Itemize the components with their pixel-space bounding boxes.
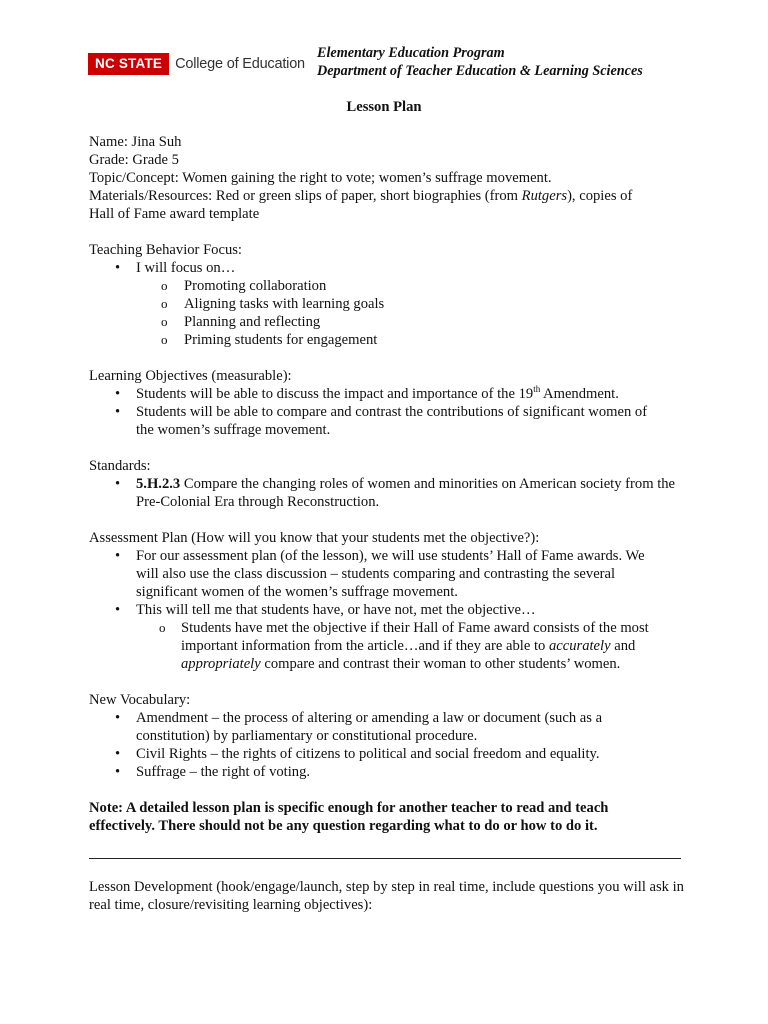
bullet-icon: • bbox=[115, 764, 121, 780]
lesson-development-heading: Lesson Development (hook/engage/launch, step by step in real time, include questions you will ask in real time, closure/revisiting learning objectives): bbox=[89, 879, 684, 913]
grade-line: Grade: Grade 5 bbox=[89, 152, 179, 168]
sub-bullet-icon: o bbox=[161, 314, 168, 329]
objective-text: Students will be able to compare and contrast the contributions of significant women of the women’s suffrage movement. bbox=[136, 404, 648, 438]
assessment-item bbox=[89, 547, 668, 601]
sub-bullet-icon: o bbox=[161, 278, 168, 293]
logo-college-text: College of Education bbox=[175, 56, 305, 72]
teaching-heading: Teaching Behavior Focus: bbox=[89, 242, 242, 258]
emphasis-accurately: accurately bbox=[548, 638, 611, 654]
topic-line: Topic/Concept: Women gaining the right to vote; women’s suffrage movement. bbox=[89, 170, 552, 186]
materials-text: Materials/Resources: Red or green slips of paper, short biographies (from bbox=[89, 188, 522, 204]
standard-code: 5.H.2.3 bbox=[136, 476, 181, 492]
teaching-item bbox=[89, 313, 689, 331]
teaching-item bbox=[89, 295, 689, 313]
assessment-subitem bbox=[89, 619, 673, 673]
vocabulary-text: Suffrage – the right of voting. bbox=[136, 764, 311, 780]
materials-line-2: Hall of Fame award template bbox=[89, 206, 260, 222]
materials-line bbox=[89, 187, 689, 205]
section-divider bbox=[89, 858, 681, 859]
program-name: Elementary Education Program bbox=[317, 45, 505, 61]
teaching-bullet-text: I will focus on… bbox=[136, 260, 236, 276]
standard-item bbox=[89, 475, 676, 511]
note-paragraph: Note: A detailed lesson plan is specific enough for another teacher to read and teach effectively. There should not be any question regarding what to do or how to do it. bbox=[89, 800, 609, 834]
assessment-item bbox=[89, 601, 689, 619]
sub-bullet-icon: o bbox=[161, 296, 168, 311]
bullet-icon: • bbox=[115, 746, 121, 762]
assessment-sub-text-mid: and bbox=[610, 638, 636, 654]
bullet-icon: • bbox=[115, 548, 121, 564]
teaching-item-text: Aligning tasks with learning goals bbox=[184, 296, 385, 312]
standard-text: Compare the changing roles of women and minorities on American society from the Pre-Colonial Era through Reconstruction. bbox=[136, 476, 676, 510]
assessment-text: For our assessment plan (of the lesson), we will use students’ Hall of Fame awards. We will also use the class discussion – students comparing and contrasting the several significant women of the women’s suffrage movement. bbox=[136, 548, 645, 600]
standards-heading: Standards: bbox=[89, 458, 151, 474]
assessment-sub-text-end: compare and contrast their woman to other students’ women. bbox=[260, 656, 621, 672]
assessment-sub-text: Students have met the objective if their Hall of Fame award consists of the most important information from the article…and if they are able to bbox=[181, 620, 649, 654]
teaching-item-text: Promoting collaboration bbox=[184, 278, 327, 294]
bullet-icon: • bbox=[115, 476, 121, 492]
objective-text-end: Amendment. bbox=[540, 386, 619, 402]
bullet-icon: • bbox=[115, 710, 121, 726]
materials-source: Rutgers bbox=[521, 188, 568, 204]
vocabulary-item bbox=[89, 709, 646, 745]
bullet-icon: • bbox=[115, 404, 121, 420]
vocabulary-text: Amendment – the process of altering or amending a law or document (such as a constitution) by parliamentary or constitutional procedure. bbox=[136, 710, 603, 744]
page-title: Lesson Plan bbox=[346, 99, 422, 115]
vocabulary-item bbox=[89, 763, 689, 781]
vocabulary-heading: New Vocabulary: bbox=[89, 692, 191, 708]
teaching-item bbox=[89, 331, 689, 349]
teaching-item bbox=[89, 277, 689, 295]
logo-wordmark: NC STATE bbox=[88, 53, 169, 75]
teaching-item-text: Planning and reflecting bbox=[184, 314, 321, 330]
vocabulary-text: Civil Rights – the rights of citizens to political and social freedom and equality. bbox=[136, 746, 600, 762]
name-line: Name: Jina Suh bbox=[89, 134, 182, 150]
nc-state-logo bbox=[88, 53, 305, 75]
bullet-icon: • bbox=[115, 602, 121, 618]
emphasis-appropriately: appropriately bbox=[181, 656, 261, 672]
department-name: Department of Teacher Education & Learning Sciences bbox=[317, 62, 643, 79]
assessment-heading: Assessment Plan (How will you know that your students met the objective?): bbox=[89, 530, 540, 546]
sub-bullet-icon: o bbox=[161, 332, 168, 347]
teaching-item-text: Priming students for engagement bbox=[184, 332, 378, 348]
assessment-text: This will tell me that students have, or have not, met the objective… bbox=[136, 602, 536, 618]
bullet-icon: • bbox=[115, 386, 121, 402]
objective-item bbox=[89, 403, 666, 439]
lesson-body bbox=[89, 133, 689, 835]
department-header bbox=[317, 45, 643, 80]
objective-item bbox=[89, 385, 689, 403]
bullet-icon: • bbox=[115, 260, 121, 276]
objective-text: Students will be able to discuss the impact and importance of the 19 bbox=[136, 386, 534, 402]
vocabulary-item bbox=[89, 745, 689, 763]
teaching-bullet bbox=[89, 259, 689, 277]
ordinal-suffix: th bbox=[533, 384, 541, 395]
materials-text-end: ), copies of bbox=[567, 188, 633, 204]
sub-bullet-icon: o bbox=[159, 620, 166, 635]
objectives-heading: Learning Objectives (measurable): bbox=[89, 368, 292, 384]
